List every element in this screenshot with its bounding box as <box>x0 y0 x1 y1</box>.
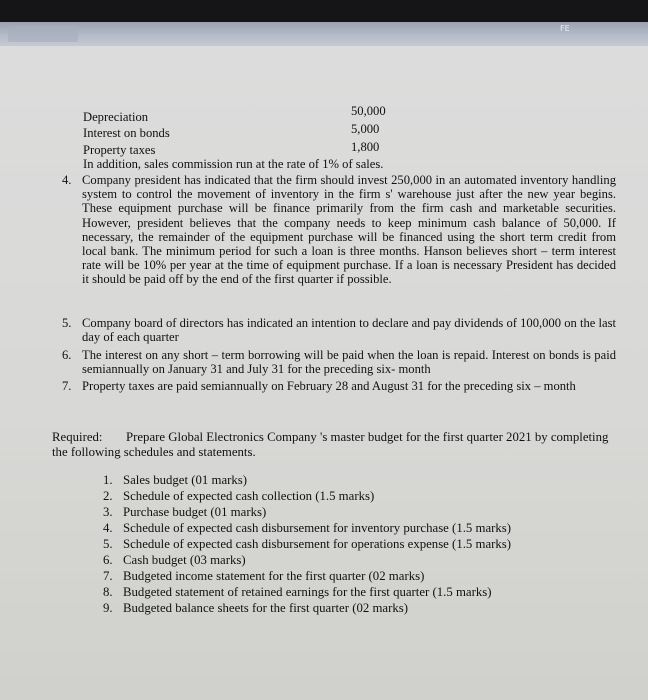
expense-value-depreciation: 50,000 <box>351 104 386 118</box>
schedule-number: 9. <box>103 601 113 615</box>
schedule-text: Budgeted balance sheets for the first quarter (02 marks) <box>123 601 408 615</box>
schedule-text: Sales budget (01 marks) <box>123 473 248 487</box>
item-paragraph: Company president has indicated that the firm should invest 250,000 in an automated inventory handling system to control the movement of inventory in the firm s' warehouse just after the new year begins. These equipment purchase will be finance primarily from the firm cash and marketable securities. However, president believes that the company needs to keep minimum cash balance of 50,000. If necessary, the remainder of the equipment purchase will be financed using the short term credit from local bank. The minimum period for such a loan is three months. Hanson believes short – term interest rate will be 10% per year at the time of equipment purchase. If a loan is necessary President has decided it should be paid off by the end of the first quarter if possible. <box>82 173 616 287</box>
schedule-text: Budgeted statement of retained earnings for the first quarter (1.5 marks) <box>123 585 492 599</box>
corner-badge-icon: FE <box>560 24 570 33</box>
schedule-number: 8. <box>103 585 113 599</box>
schedule-text: Schedule of expected cash collection (1.5 marks) <box>123 489 375 503</box>
expense-value-interest: 5,000 <box>351 122 380 136</box>
schedule-item <box>103 601 408 615</box>
schedule-text: Schedule of expected cash disbursement for inventory purchase (1.5 marks) <box>123 521 512 535</box>
item-number-7: 7. <box>62 379 72 393</box>
schedule-number: 1. <box>103 473 113 487</box>
schedule-number: 6. <box>103 553 113 567</box>
item-paragraph: Company board of directors has indicated an intention to declare and pay dividends of 100,000 on the last day of each quarter <box>82 316 616 345</box>
schedule-text: Budgeted income statement for the first quarter (02 marks) <box>123 569 425 583</box>
browser-tab-bar <box>0 22 648 47</box>
schedule-item <box>103 489 374 503</box>
required-label: Required: <box>52 430 103 444</box>
schedule-text: Purchase budget (01 marks) <box>123 505 267 519</box>
expense-label-depreciation: Depreciation <box>83 110 149 124</box>
expense-value-property-taxes: 1,800 <box>351 140 380 154</box>
schedule-item <box>103 585 492 599</box>
required-text: Prepare Global Electronics Company 's master budget for the first quarter 2021 by completing the following schedules and statements. <box>52 430 609 459</box>
item-number-5: 5. <box>62 316 72 330</box>
schedule-item <box>103 521 511 535</box>
item-text-4 <box>82 173 616 287</box>
schedule-item <box>103 569 424 583</box>
schedule-text: Schedule of expected cash disbursement for operations expense (1.5 marks) <box>123 537 512 551</box>
required-block <box>52 430 618 459</box>
item-text-7 <box>82 379 616 393</box>
commission-note: In addition, sales commission run at the rate of 1% of sales. <box>83 157 384 171</box>
item-paragraph: The interest on any short – term borrowing will be paid when the loan is repaid. Interest on bonds is paid semiannually on January 31 and July 31 for the preceding six- month <box>82 348 616 377</box>
item-paragraph: Property taxes are paid semiannually on February 28 and August 31 for the preceding six – month <box>82 379 576 393</box>
expense-label-interest: Interest on bonds <box>83 126 170 140</box>
item-number-6: 6. <box>62 348 72 362</box>
schedule-item <box>103 473 247 487</box>
schedule-number: 7. <box>103 569 113 583</box>
document-page <box>0 46 648 700</box>
browser-tab[interactable] <box>8 26 78 42</box>
item-text-6 <box>82 348 616 376</box>
schedule-item <box>103 505 266 519</box>
item-text-5 <box>82 316 616 344</box>
schedule-number: 2. <box>103 489 113 503</box>
schedule-number: 3. <box>103 505 113 519</box>
expense-label-property-taxes: Property taxes <box>83 143 156 157</box>
schedule-item <box>103 537 511 551</box>
document-body <box>0 46 648 700</box>
schedule-number: 5. <box>103 537 113 551</box>
item-number-4: 4. <box>62 173 72 187</box>
schedule-item <box>103 553 246 567</box>
schedule-text: Cash budget (03 marks) <box>123 553 246 567</box>
schedule-number: 4. <box>103 521 113 535</box>
